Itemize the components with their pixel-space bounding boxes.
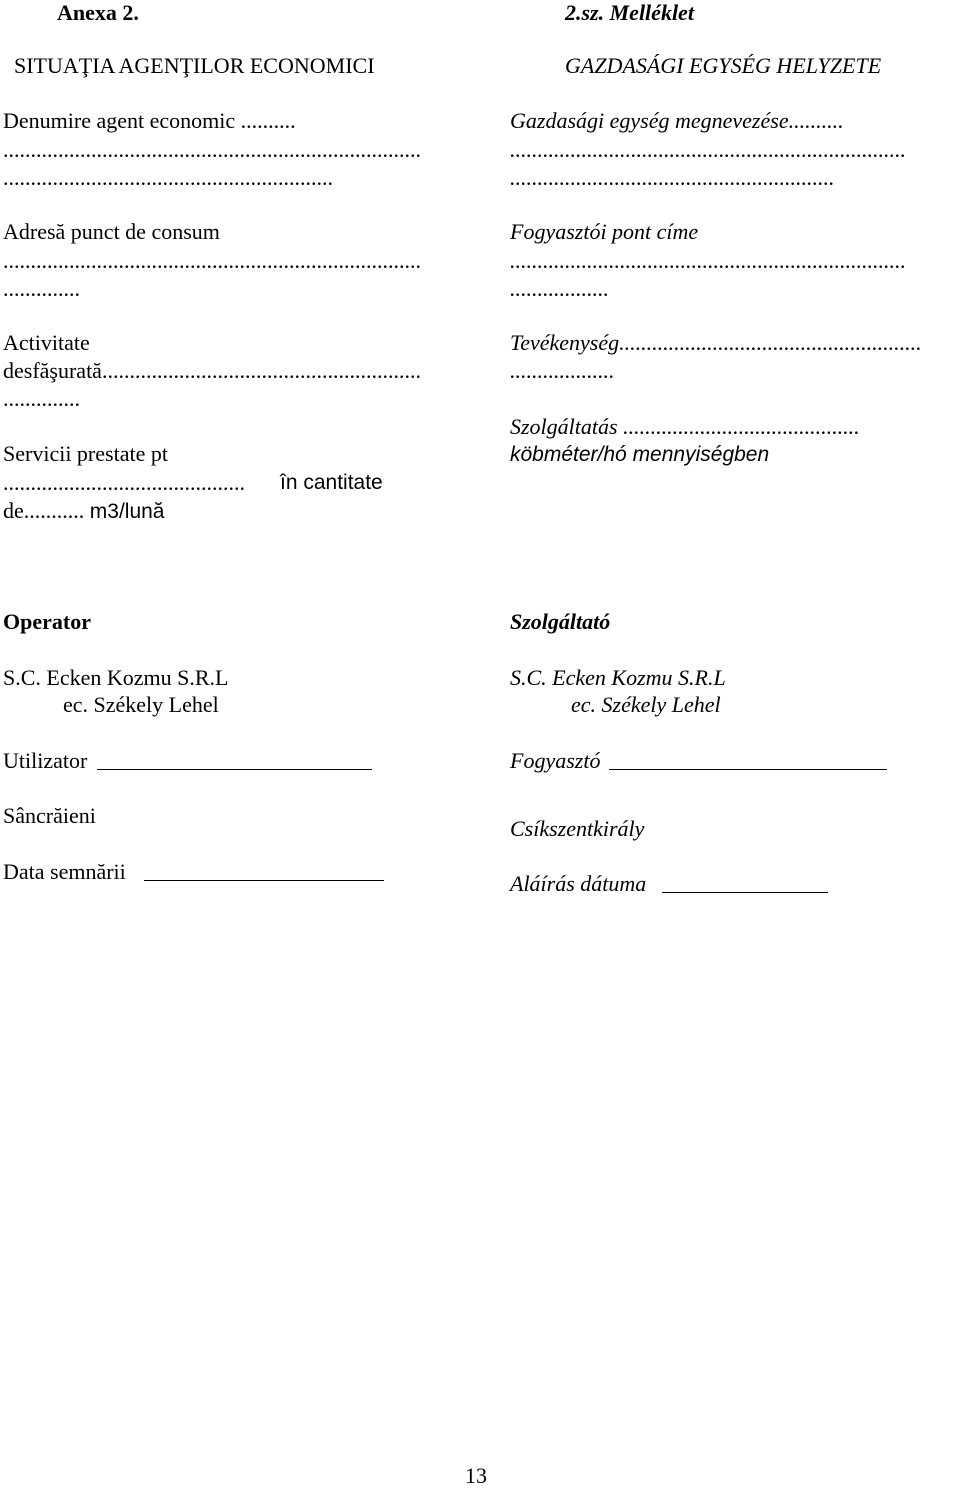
activity-label: Activitate xyxy=(3,330,90,355)
activity-line-2: desfăşurată.......................................................... xyxy=(3,358,421,383)
operator-label: Operator xyxy=(3,609,91,634)
consumer-signature-line xyxy=(609,769,887,770)
annex-label-hu: 2.sz. Melléklet xyxy=(565,0,694,25)
address-dots-1: ............................................................................ xyxy=(3,248,421,273)
date-label-ro: Data semnării xyxy=(3,859,126,884)
consumer-label: Fogyasztó xyxy=(510,748,601,773)
services-label-hu: Szolgáltatás ........................................... xyxy=(510,414,860,439)
operator-company: S.C. Ecken Kozmu S.R.L xyxy=(3,665,229,690)
address-dots-2: .............. xyxy=(3,276,80,301)
consumption-point-label: Fogyasztói pont címe xyxy=(510,219,699,244)
unit-name-dots-2: ........................................................... xyxy=(510,165,835,190)
place-hu: Csíkszentkirály xyxy=(510,816,645,841)
services-unit-line xyxy=(3,498,164,525)
services-unit-hu: köbméter/hó mennyiségben xyxy=(510,443,770,466)
services-quantity: în cantitate xyxy=(280,471,383,494)
services-unit: m3/lună xyxy=(89,500,165,523)
services-dots: ............................................ xyxy=(3,470,245,495)
date-label-hu: Aláírás dátuma xyxy=(510,871,647,896)
date-signature-line-ro xyxy=(144,880,384,881)
title-ro: SITUAŢIA AGENŢILOR ECONOMICI xyxy=(14,53,375,78)
title-hu: GAZDASÁGI EGYSÉG HELYZETE xyxy=(565,53,882,78)
activity-dots-hu: ................... xyxy=(510,358,615,383)
place-ro: Sâncrăieni xyxy=(3,803,96,828)
provider-label: Szolgáltató xyxy=(510,609,611,634)
consumption-point-dots-1: ........................................................................ xyxy=(510,248,906,273)
agent-name-dots-2: ............................................................ xyxy=(3,165,333,190)
address-label: Adresă punct de consum xyxy=(3,219,220,244)
services-label: Servicii prestate pt xyxy=(3,441,168,466)
user-label: Utilizator xyxy=(3,748,88,773)
provider-person: ec. Székely Lehel xyxy=(571,692,721,717)
services-unit-prefix: de xyxy=(3,498,24,523)
operator-person: ec. Székely Lehel xyxy=(63,692,219,717)
unit-name-label: Gazdasági egység megnevezése.......... xyxy=(510,108,844,133)
services-unit-dots: ........... xyxy=(23,498,85,523)
page-number: 13 xyxy=(465,1463,487,1488)
activity-dots: .............. xyxy=(3,386,80,411)
consumption-point-dots-2: .................. xyxy=(510,276,609,301)
agent-name-label: Denumire agent economic .......... xyxy=(3,108,296,133)
date-signature-line-hu xyxy=(662,892,828,893)
unit-name-dots-1: ........................................................................ xyxy=(510,137,906,162)
activity-label-hu: Tevékenység....................................................... xyxy=(510,330,922,355)
provider-company: S.C. Ecken Kozmu S.R.L xyxy=(510,665,726,690)
user-signature-line xyxy=(97,769,372,770)
agent-name-dots-1: ............................................................................ xyxy=(3,137,421,162)
annex-label-ro: Anexa 2. xyxy=(57,0,139,25)
